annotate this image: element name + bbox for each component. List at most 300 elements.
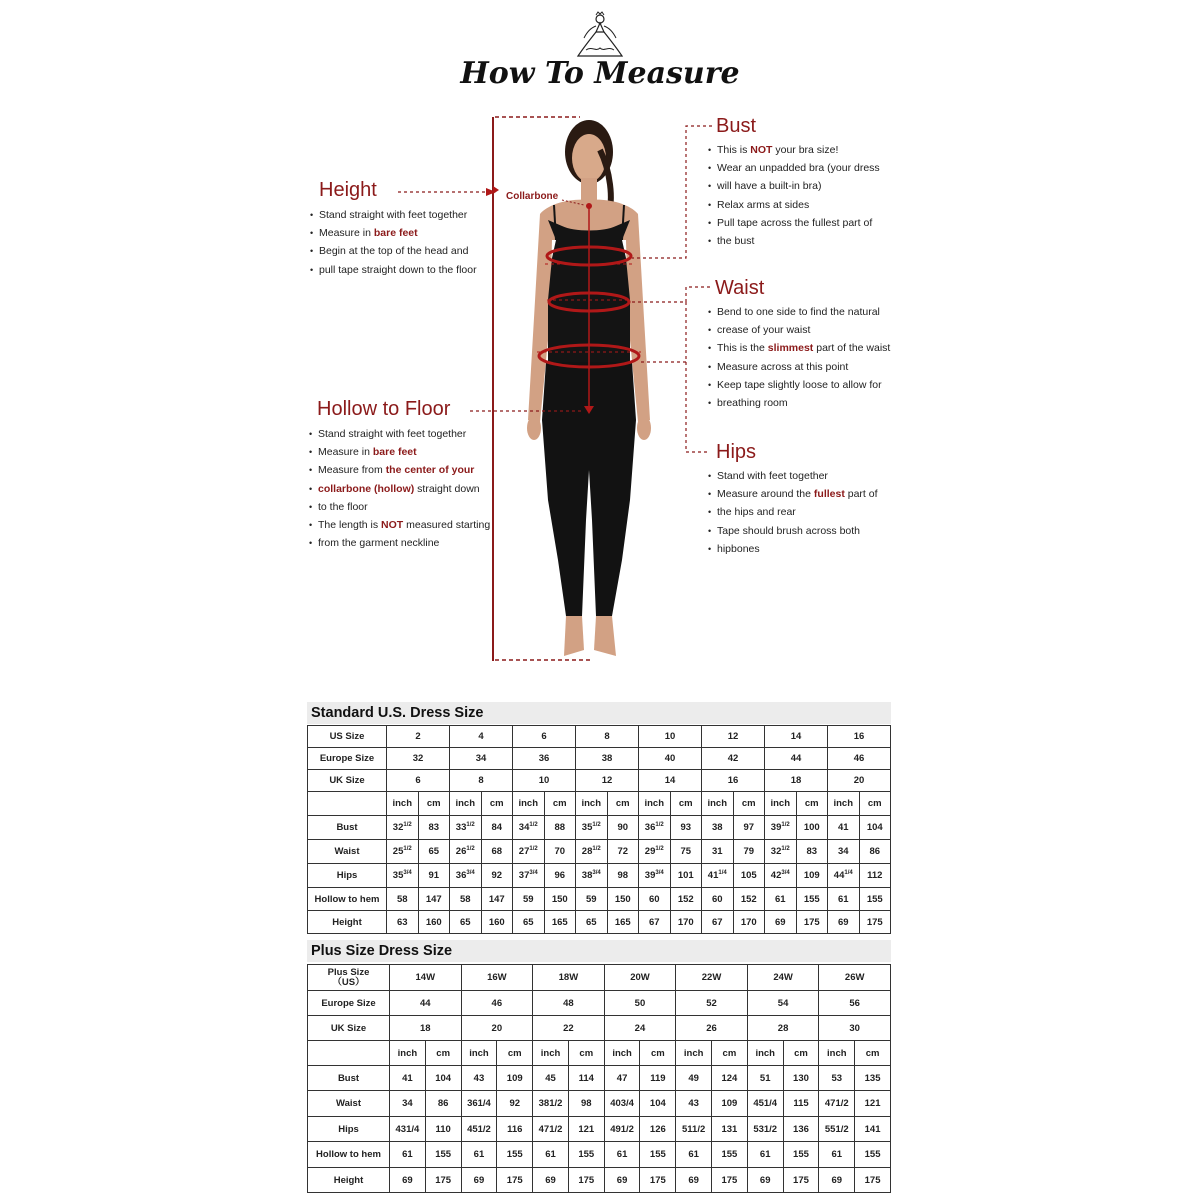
bullet-item: • The length is NOT measured starting	[309, 516, 490, 534]
table-row	[308, 816, 891, 840]
value-cell: 91	[418, 864, 450, 888]
value-cell: 59	[576, 888, 608, 911]
row-header: Waist	[308, 840, 387, 864]
unit-cell: inch	[747, 1041, 783, 1066]
bullet-item: • Wear an unpadded bra (your dress	[708, 159, 880, 177]
row-header: Hips	[308, 1117, 390, 1142]
size-cell: 16W	[461, 965, 533, 991]
value-cell: 175	[497, 1168, 533, 1193]
value-cell: 43	[461, 1066, 497, 1091]
value-cell: 61	[765, 888, 797, 911]
value-cell: 109	[712, 1091, 748, 1117]
value-cell: 170	[670, 911, 702, 934]
value-cell: 150	[544, 888, 576, 911]
value-cell: 431/4	[390, 1117, 426, 1142]
size-cell: 52	[676, 991, 748, 1016]
value-cell: 53	[819, 1066, 855, 1091]
unit-cell: cm	[425, 1041, 461, 1066]
unit-cell: inch	[513, 792, 545, 816]
size-cell: 16	[828, 726, 891, 748]
bullet-item: • the bust	[708, 232, 880, 250]
value-cell: 96	[544, 864, 576, 888]
value-cell: 41	[390, 1066, 426, 1091]
bullet-item: • from the garment neckline	[309, 534, 490, 552]
size-cell: 46	[461, 991, 533, 1016]
collarbone-label: Collarbone	[506, 191, 559, 202]
size-cell: 14	[639, 770, 702, 792]
size-cell: 14	[765, 726, 828, 748]
value-cell: 65	[418, 840, 450, 864]
value-cell: 97	[733, 816, 765, 840]
unit-cell: cm	[796, 792, 828, 816]
value-cell: 381/2	[533, 1091, 569, 1117]
value-cell: 61	[747, 1142, 783, 1168]
row-header: Height	[308, 1168, 390, 1193]
bullet-item: • Stand straight with feet together	[309, 425, 490, 443]
value-cell: 93	[670, 816, 702, 840]
size-cell: 56	[819, 991, 891, 1016]
value-cell: 451/4	[747, 1091, 783, 1117]
bullet-item: • pull tape straight down to the floor	[310, 261, 477, 279]
value-cell: $32^{1/2}$	[765, 840, 797, 864]
size-cell: 26W	[819, 965, 891, 991]
value-cell: 68	[481, 840, 513, 864]
size-cell: 42	[702, 748, 765, 770]
plus-size-table	[307, 964, 891, 1193]
value-cell: 451/2	[461, 1117, 497, 1142]
value-cell: 69	[676, 1168, 712, 1193]
value-cell: 160	[418, 911, 450, 934]
value-cell: 84	[481, 816, 513, 840]
size-cell: 54	[747, 991, 819, 1016]
unit-cell: cm	[544, 792, 576, 816]
standard-size-table	[307, 725, 891, 934]
waist-bullets	[708, 303, 890, 412]
size-cell: 10	[513, 770, 576, 792]
table-row	[308, 726, 891, 748]
unit-cell: inch	[702, 792, 734, 816]
value-cell: $37^{3/4}$	[513, 864, 545, 888]
size-cell: 20W	[604, 965, 676, 991]
value-cell: 92	[497, 1091, 533, 1117]
value-cell: $28^{1/2}$	[576, 840, 608, 864]
value-cell: 83	[418, 816, 450, 840]
value-cell: 67	[639, 911, 671, 934]
value-cell: 175	[855, 1168, 891, 1193]
unit-cell: inch	[450, 792, 482, 816]
bullet-item: • Bend to one side to find the natural	[708, 303, 890, 321]
row-header: Waist	[308, 1091, 390, 1117]
value-cell: 531/2	[747, 1117, 783, 1142]
table-row	[308, 1066, 891, 1091]
value-cell: 175	[712, 1168, 748, 1193]
value-cell: $29^{1/2}$	[639, 840, 671, 864]
size-cell: 26	[676, 1016, 748, 1041]
value-cell: 61	[461, 1142, 497, 1168]
size-cell: 22W	[676, 965, 748, 991]
value-cell: 69	[533, 1168, 569, 1193]
size-cell: 44	[390, 991, 462, 1016]
hollow-title: Hollow to Floor	[317, 398, 451, 420]
row-header: Bust	[308, 816, 387, 840]
value-cell: 90	[607, 816, 639, 840]
value-cell: 109	[796, 864, 828, 888]
bullet-item: • Begin at the top of the head and	[310, 242, 477, 260]
value-cell: 175	[859, 911, 891, 934]
value-cell: $34^{1/2}$	[513, 816, 545, 840]
size-cell: 30	[819, 1016, 891, 1041]
value-cell: 67	[702, 911, 734, 934]
value-cell: 147	[418, 888, 450, 911]
value-cell: $36^{3/4}$	[450, 864, 482, 888]
bullet-item: • Measure across at this point	[708, 358, 890, 376]
size-cell: 6	[513, 726, 576, 748]
bullet-item: • collarbone (hollow) straight down	[309, 480, 490, 498]
value-cell: 51	[747, 1066, 783, 1091]
bullet-item: • Measure around the fullest part of	[708, 485, 878, 503]
value-cell: 116	[497, 1117, 533, 1142]
value-cell: 86	[859, 840, 891, 864]
size-cell: 2	[387, 726, 450, 748]
waist-title: Waist	[715, 277, 765, 299]
unit-cell: cm	[497, 1041, 533, 1066]
size-cell: 16	[702, 770, 765, 792]
value-cell: $38^{3/4}$	[576, 864, 608, 888]
row-header: Plus Size （US）	[308, 965, 390, 991]
value-cell: 69	[819, 1168, 855, 1193]
value-cell: $44^{1/4}$	[828, 864, 860, 888]
table-row	[308, 991, 891, 1016]
size-cell: 18	[390, 1016, 462, 1041]
bullet-item: • crease of your waist	[708, 321, 890, 339]
value-cell: 31	[702, 840, 734, 864]
value-cell: 175	[640, 1168, 676, 1193]
value-cell: 511/2	[676, 1117, 712, 1142]
size-cell: 18W	[533, 965, 605, 991]
value-cell: 551/2	[819, 1117, 855, 1142]
unit-cell: inch	[676, 1041, 712, 1066]
value-cell: 34	[390, 1091, 426, 1117]
value-cell: 65	[450, 911, 482, 934]
table-row	[308, 888, 891, 911]
unit-cell: inch	[576, 792, 608, 816]
value-cell: 104	[640, 1091, 676, 1117]
size-cell: 50	[604, 991, 676, 1016]
value-cell: 170	[733, 911, 765, 934]
value-cell: 61	[533, 1142, 569, 1168]
row-header: UK Size	[308, 1016, 390, 1041]
plus-table-caption: Plus Size Dress Size	[307, 940, 891, 962]
value-cell: 58	[387, 888, 419, 911]
value-cell: $36^{1/2}$	[639, 816, 671, 840]
value-cell: 155	[640, 1142, 676, 1168]
size-cell: 24W	[747, 965, 819, 991]
table-row	[308, 1168, 891, 1193]
size-cell: 4	[450, 726, 513, 748]
unit-cell: cm	[481, 792, 513, 816]
unit-cell: inch	[604, 1041, 640, 1066]
hips-title: Hips	[716, 441, 757, 463]
size-cell: 24	[604, 1016, 676, 1041]
value-cell: $35^{1/2}$	[576, 816, 608, 840]
size-cell: 28	[747, 1016, 819, 1041]
bullet-item: • hipbones	[708, 540, 878, 558]
bullet-item: • This is the slimmest part of the waist	[708, 339, 890, 357]
value-cell: 69	[828, 911, 860, 934]
value-cell: 136	[783, 1117, 819, 1142]
table-row	[308, 770, 891, 792]
table-row	[308, 965, 891, 991]
size-cell: 32	[387, 748, 450, 770]
value-cell: 155	[855, 1142, 891, 1168]
value-cell: 65	[576, 911, 608, 934]
value-cell: 114	[568, 1066, 604, 1091]
value-cell: $27^{1/2}$	[513, 840, 545, 864]
size-cell: 14W	[390, 965, 462, 991]
value-cell: 491/2	[604, 1117, 640, 1142]
value-cell: 104	[859, 816, 891, 840]
value-cell: 79	[733, 840, 765, 864]
value-cell: 403/4	[604, 1091, 640, 1117]
size-cell: 12	[702, 726, 765, 748]
value-cell: 155	[783, 1142, 819, 1168]
value-cell: 61	[676, 1142, 712, 1168]
value-cell: 69	[604, 1168, 640, 1193]
bullet-item: • the hips and rear	[708, 503, 878, 521]
value-cell: 160	[481, 911, 513, 934]
table-row	[308, 1041, 891, 1066]
table-row	[308, 864, 891, 888]
bullet-item: • Measure in bare feet	[309, 443, 490, 461]
value-cell: 65	[513, 911, 545, 934]
value-cell: 38	[702, 816, 734, 840]
size-cell: 18	[765, 770, 828, 792]
value-cell: $35^{3/4}$	[387, 864, 419, 888]
row-header: Hollow to hem	[308, 1142, 390, 1168]
value-cell: $25^{1/2}$	[387, 840, 419, 864]
bullet-item: • Measure from the center of your	[309, 461, 490, 479]
size-cell: 46	[828, 748, 891, 770]
unit-cell: cm	[640, 1041, 676, 1066]
table-row	[308, 792, 891, 816]
unit-cell: cm	[859, 792, 891, 816]
value-cell: 100	[796, 816, 828, 840]
hollow-bullets	[309, 425, 490, 552]
value-cell: 152	[670, 888, 702, 911]
bullet-item: • Relax arms at sides	[708, 196, 880, 214]
value-cell: 109	[497, 1066, 533, 1091]
unit-cell: cm	[855, 1041, 891, 1066]
value-cell: 92	[481, 864, 513, 888]
value-cell: 75	[670, 840, 702, 864]
size-cell: 40	[639, 748, 702, 770]
bullet-item: • Keep tape slightly loose to allow for	[708, 376, 890, 394]
value-cell: 121	[568, 1117, 604, 1142]
value-cell: 63	[387, 911, 419, 934]
value-cell: 34	[828, 840, 860, 864]
value-cell: $41^{1/4}$	[702, 864, 734, 888]
value-cell: 124	[712, 1066, 748, 1091]
value-cell: 69	[390, 1168, 426, 1193]
table-row	[308, 1016, 891, 1041]
value-cell: 155	[796, 888, 828, 911]
row-header: Bust	[308, 1066, 390, 1091]
value-cell: 58	[450, 888, 482, 911]
unit-cell: cm	[607, 792, 639, 816]
row-header: Europe Size	[308, 748, 387, 770]
row-header: UK Size	[308, 770, 387, 792]
size-cell: 6	[387, 770, 450, 792]
value-cell: 126	[640, 1117, 676, 1142]
size-cell: 48	[533, 991, 605, 1016]
value-cell: 61	[819, 1142, 855, 1168]
height-bullets	[310, 206, 477, 279]
unit-cell: inch	[461, 1041, 497, 1066]
value-cell: 69	[461, 1168, 497, 1193]
unit-cell: inch	[639, 792, 671, 816]
value-cell: 155	[497, 1142, 533, 1168]
size-cell: 34	[450, 748, 513, 770]
value-cell: 98	[607, 864, 639, 888]
table-row	[308, 748, 891, 770]
value-cell: $39^{3/4}$	[639, 864, 671, 888]
value-cell: 165	[544, 911, 576, 934]
table-row	[308, 911, 891, 934]
value-cell: 115	[783, 1091, 819, 1117]
bullet-item: • Stand straight with feet together	[310, 206, 477, 224]
value-cell: 175	[783, 1168, 819, 1193]
value-cell: 72	[607, 840, 639, 864]
value-cell: 59	[513, 888, 545, 911]
unit-cell: inch	[819, 1041, 855, 1066]
size-cell: 36	[513, 748, 576, 770]
value-cell: 141	[855, 1117, 891, 1142]
value-cell: 69	[765, 911, 797, 934]
unit-cell: cm	[568, 1041, 604, 1066]
value-cell: 155	[712, 1142, 748, 1168]
value-cell: $42^{3/4}$	[765, 864, 797, 888]
value-cell: 175	[568, 1168, 604, 1193]
table-row	[308, 1091, 891, 1117]
row-header	[308, 1041, 390, 1066]
value-cell: 155	[568, 1142, 604, 1168]
value-cell: 88	[544, 816, 576, 840]
value-cell: 152	[733, 888, 765, 911]
value-cell: 101	[670, 864, 702, 888]
unit-cell: inch	[533, 1041, 569, 1066]
value-cell: 70	[544, 840, 576, 864]
size-cell: 22	[533, 1016, 605, 1041]
value-cell: $32^{1/2}$	[387, 816, 419, 840]
unit-cell: inch	[387, 792, 419, 816]
unit-cell: cm	[733, 792, 765, 816]
value-cell: 121	[855, 1091, 891, 1117]
value-cell: 150	[607, 888, 639, 911]
value-cell: 60	[702, 888, 734, 911]
row-header	[308, 792, 387, 816]
value-cell: 45	[533, 1066, 569, 1091]
bust-title: Bust	[716, 115, 757, 137]
value-cell: 155	[425, 1142, 461, 1168]
unit-cell: cm	[670, 792, 702, 816]
row-header: Hollow to hem	[308, 888, 387, 911]
value-cell: 69	[747, 1168, 783, 1193]
value-cell: 175	[425, 1168, 461, 1193]
bullet-item: • breathing room	[708, 394, 890, 412]
row-header: US Size	[308, 726, 387, 748]
value-cell: 471/2	[533, 1117, 569, 1142]
row-header: Hips	[308, 864, 387, 888]
row-header: Europe Size	[308, 991, 390, 1016]
value-cell: 49	[676, 1066, 712, 1091]
value-cell: 155	[859, 888, 891, 911]
size-cell: 20	[828, 770, 891, 792]
bullet-item: • This is NOT your bra size!	[708, 141, 880, 159]
bullet-item: • Measure in bare feet	[310, 224, 477, 242]
unit-cell: cm	[712, 1041, 748, 1066]
table-row	[308, 1117, 891, 1142]
standard-table-caption: Standard U.S. Dress Size	[307, 702, 891, 724]
value-cell: 175	[796, 911, 828, 934]
value-cell: 98	[568, 1091, 604, 1117]
value-cell: $33^{1/2}$	[450, 816, 482, 840]
value-cell: 135	[855, 1066, 891, 1091]
value-cell: 61	[390, 1142, 426, 1168]
table-row	[308, 840, 891, 864]
bust-bullets	[708, 141, 880, 250]
value-cell: 165	[607, 911, 639, 934]
bullet-item: • Pull tape across the fullest part of	[708, 214, 880, 232]
value-cell: 43	[676, 1091, 712, 1117]
value-cell: 147	[481, 888, 513, 911]
value-cell: $26^{1/2}$	[450, 840, 482, 864]
unit-cell: inch	[828, 792, 860, 816]
value-cell: 61	[604, 1142, 640, 1168]
page-title: How To Measure	[460, 56, 740, 91]
value-cell: 105	[733, 864, 765, 888]
value-cell: 83	[796, 840, 828, 864]
size-cell: 10	[639, 726, 702, 748]
size-cell: 12	[576, 770, 639, 792]
bullet-item: • to the floor	[309, 498, 490, 516]
size-cell: 20	[461, 1016, 533, 1041]
hips-bullets	[708, 467, 878, 558]
value-cell: 61	[828, 888, 860, 911]
value-cell: $39^{1/2}$	[765, 816, 797, 840]
height-title: Height	[319, 179, 377, 201]
value-cell: 471/2	[819, 1091, 855, 1117]
value-cell: 47	[604, 1066, 640, 1091]
value-cell: 131	[712, 1117, 748, 1142]
bullet-item: • Tape should brush across both	[708, 522, 878, 540]
value-cell: 130	[783, 1066, 819, 1091]
row-header: Height	[308, 911, 387, 934]
bullet-item: • Stand with feet together	[708, 467, 878, 485]
value-cell: 119	[640, 1066, 676, 1091]
unit-cell: cm	[783, 1041, 819, 1066]
unit-cell: inch	[765, 792, 797, 816]
size-cell: 8	[576, 726, 639, 748]
unit-cell: inch	[390, 1041, 426, 1066]
value-cell: 112	[859, 864, 891, 888]
value-cell: 41	[828, 816, 860, 840]
size-cell: 8	[450, 770, 513, 792]
value-cell: 60	[639, 888, 671, 911]
bullet-item: • will have a built-in bra)	[708, 177, 880, 195]
size-cell: 44	[765, 748, 828, 770]
size-cell: 38	[576, 748, 639, 770]
table-row	[308, 1142, 891, 1168]
